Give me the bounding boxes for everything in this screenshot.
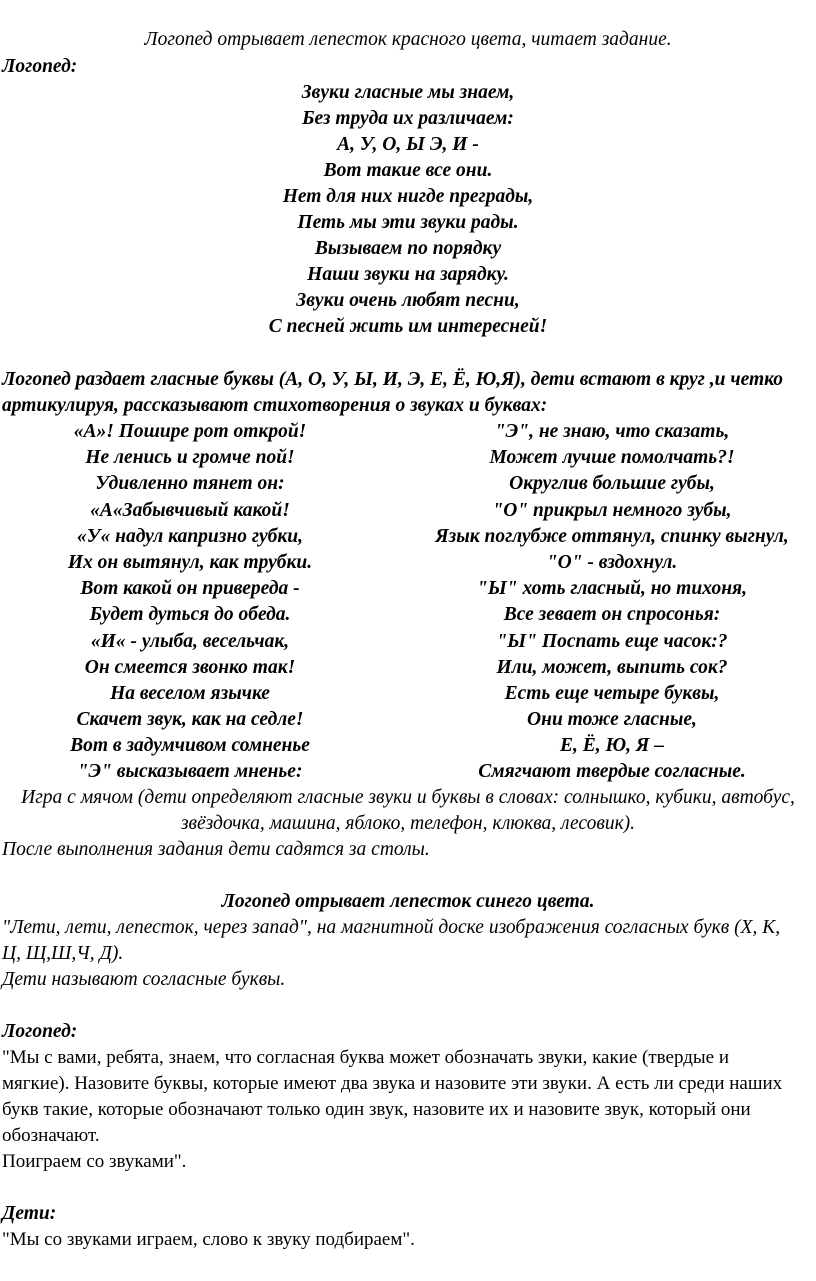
poem-line: «А«Забывчивый какой! <box>90 499 290 521</box>
poem-line: "Э", не знаю, что сказать, <box>494 421 730 442</box>
instruction-line: Логопед раздает гласные буквы (А, О, У, Ы, И, Э, Е, Ё, Ю,Я), дети встают в круг ,и четко <box>2 369 784 390</box>
section-heading-red: Логопед отрывает лепесток красного цвета, читает задание. <box>144 29 672 50</box>
poem-line: Вот какой он привереда - <box>80 578 300 600</box>
children-speech: "Мы со звуками играем, слово к звуку подбираем". <box>2 1229 415 1250</box>
poem-line: Все зевает он спросонья: <box>503 604 721 626</box>
speech-line: букв такие, которые обозначают только один звук, назовите их и назовите звук, который они <box>2 1099 751 1120</box>
poem-line: С песней жить им интересней! <box>268 316 548 337</box>
poem-line: Звуки гласные мы знаем, <box>301 82 515 103</box>
poem-line: "Ы" Поспать еще часок:? <box>496 630 728 652</box>
blue-text-line: "Лети, лети, лепесток, через запад", на магнитной доске изображения согласных букв (Х, К, <box>2 917 781 938</box>
speaker-label: Логопед: <box>2 1021 78 1042</box>
poem-line: "О" - вздохнул. <box>546 551 678 573</box>
poem-line: «У« надул капризно губки, <box>76 525 304 547</box>
children-speaker-label: Дети: <box>2 1203 57 1224</box>
speaker-label: Логопед: <box>2 56 78 77</box>
poem-line: А, У, О, Ы Э, И - <box>337 134 479 155</box>
speech-line: "Мы с вами, ребята, знаем, что согласная буква может обозначать звуки, какие (твердые и <box>2 1047 730 1068</box>
poem-line: Их он вытянул, как трубки. <box>67 551 313 573</box>
left-poem-column <box>40 419 340 786</box>
poem-line: Есть еще четыре буквы, <box>504 682 720 704</box>
poem-line: Или, может, выпить сок? <box>496 656 728 678</box>
poem-line: Нет для них нигде преграды, <box>282 186 534 207</box>
poem-line: Наши звуки на зарядку. <box>307 264 509 285</box>
poem-line: На веселом язычке <box>110 682 270 704</box>
poem-line: Язык поглубже оттянул, спинку выгнул, <box>435 525 789 547</box>
poem-line: Может лучше помолчать?! <box>489 447 735 469</box>
poem-line: Не ленись и громче пой! <box>85 447 295 469</box>
poem-line: Будет дуться до обеда. <box>89 604 291 626</box>
poem-line: "Ы" хоть гласный, но тихоня, <box>477 578 747 600</box>
speech-line: обозначают. <box>2 1125 100 1146</box>
speech-line: мягкие). Назовите буквы, которые имеют два звука и назовите эти звуки. А есть ли среди наших <box>2 1073 783 1094</box>
poem-line: Округлив большие губы, <box>509 473 715 495</box>
section-heading-blue: Логопед отрывает лепесток синего цвета. <box>221 891 595 912</box>
poem-line: Без труда их различаем: <box>302 108 514 129</box>
poem-line: Смягчают твердые согласные. <box>478 761 746 783</box>
after-task-note: После выполнения задания дети садятся за столы. <box>2 839 430 860</box>
game-description-line: звёздочка, машина, яблоко, телефон, клюква, лесовик). <box>180 813 636 834</box>
poem-line: "О" прикрыл немного зубы, <box>492 499 732 521</box>
poem-line: Вызываем по порядку <box>314 238 502 259</box>
poem-line: Вот такие все они. <box>323 160 493 181</box>
right-poem-column <box>412 419 812 786</box>
instruction-line: артикулируя, рассказывают стихотворения о звуках и буквах: <box>2 395 548 416</box>
poem-line: "Э" высказывает мненье: <box>77 761 303 783</box>
game-description-line: Игра с мячом (дети определяют гласные звуки и буквы в словах: солнышко, кубики, автобус, <box>21 787 795 808</box>
poem-line: Петь мы эти звуки рады. <box>297 212 519 233</box>
children-name-letters: Дети называют согласные буквы. <box>2 969 286 990</box>
poem-line: Скачет звук, как на седле! <box>76 709 304 731</box>
poem-line: Е, Ё, Ю, Я – <box>560 735 664 757</box>
poem-line: «И« - улыба, весельчак, <box>90 630 290 652</box>
poem-line: Они тоже гласные, <box>527 709 697 731</box>
poem-line: Вот в задумчивом сомненье <box>70 735 310 757</box>
poem-line: «А»! Пошире рот открой! <box>73 421 307 442</box>
poem-line: Он смеется звонко так! <box>84 656 296 678</box>
speech-line: Поиграем со звуками". <box>2 1151 187 1172</box>
blue-text-line: Ц, Щ,Ш,Ч, Д). <box>2 943 124 964</box>
poem-line: Удивленно тянет он: <box>95 473 285 495</box>
poem-line: Звуки очень любят песни, <box>296 290 520 311</box>
